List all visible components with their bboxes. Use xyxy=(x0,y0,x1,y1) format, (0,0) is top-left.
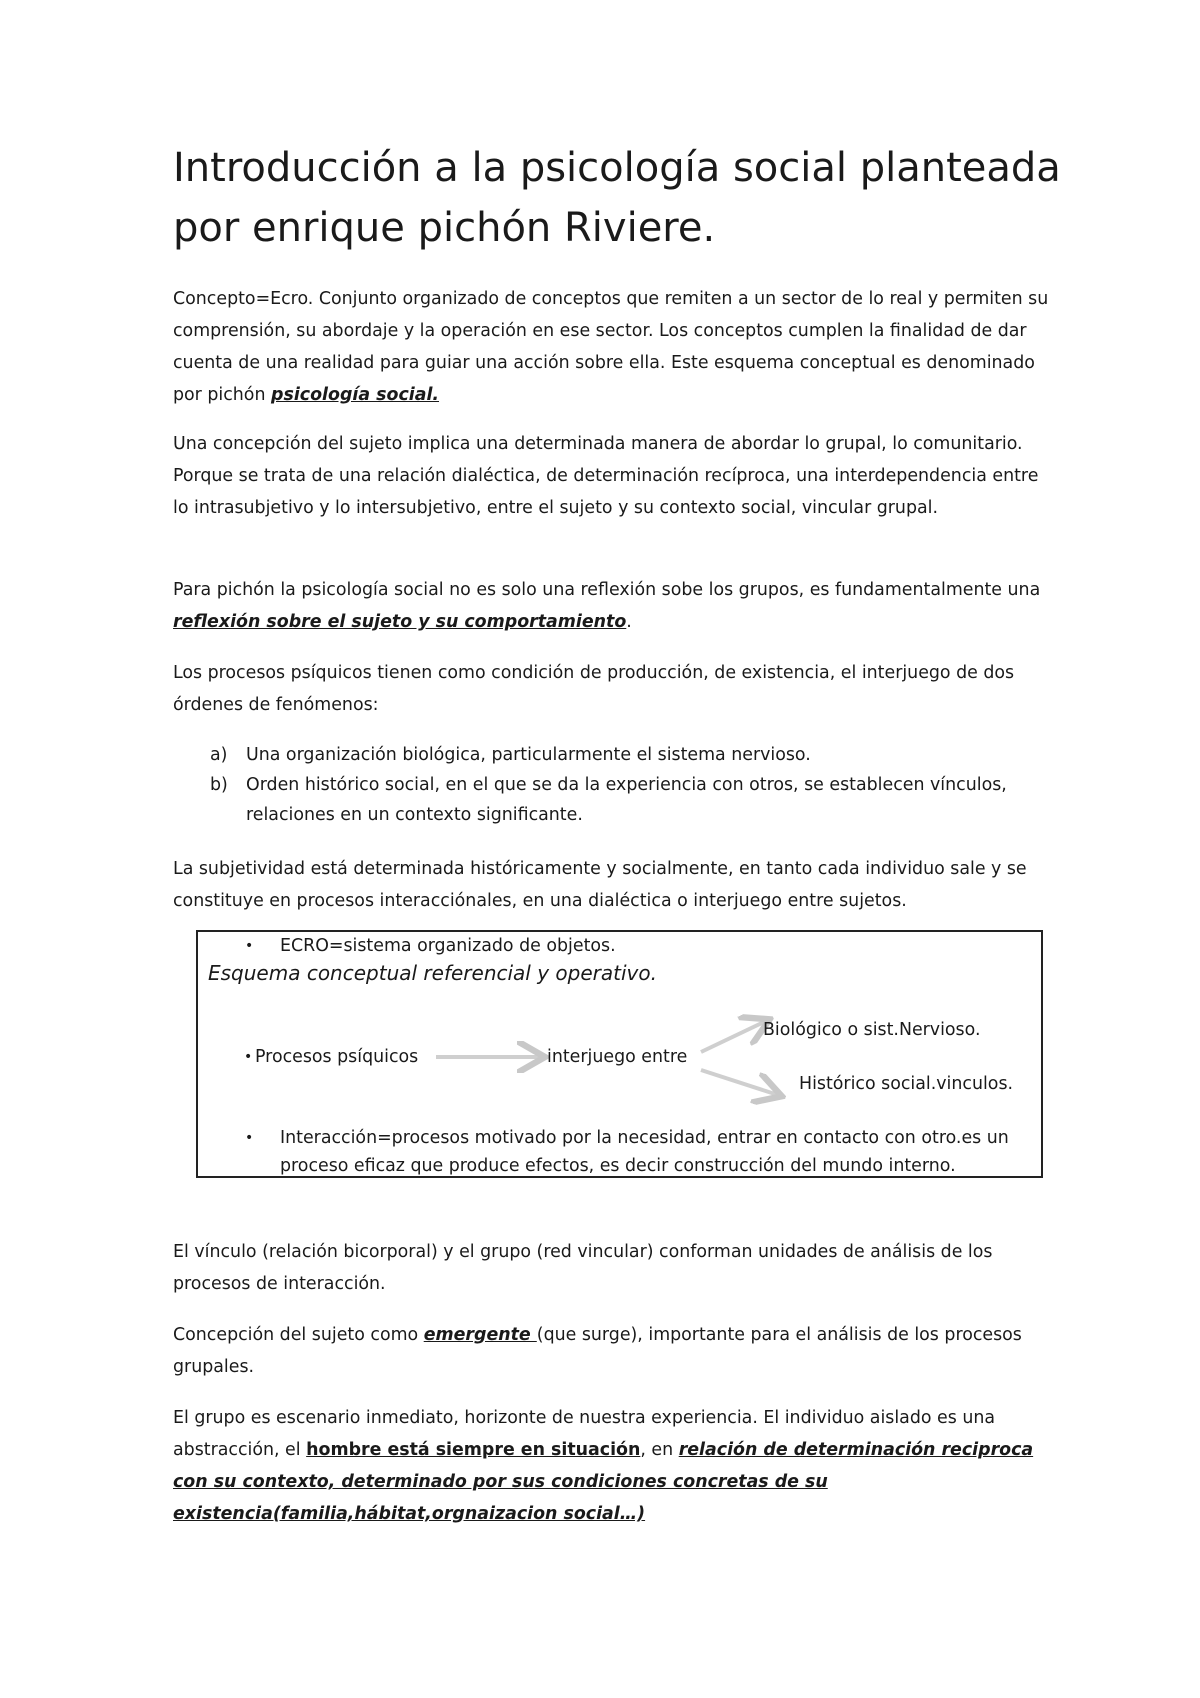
paragraph-emergente xyxy=(173,1319,1053,1383)
bullet-glyph: • xyxy=(244,1049,253,1065)
paragraph-text: Para pichón la psicología social no es solo una reflexión sobe los grupos, es fundamentalmente una xyxy=(173,580,1041,600)
box-subtitle: Esquema conceptual referencial y operativo. xyxy=(208,961,657,985)
paragraph-text: Concepción del sujeto como xyxy=(173,1325,424,1345)
paragraph-concepto xyxy=(173,283,1053,411)
list-item-text: Orden histórico social, en el que se da la experiencia con otros, se establecen vínculos, relaciones en un contexto significante. xyxy=(246,775,1007,825)
ecro-box xyxy=(196,930,1043,1178)
box-interjuego: interjuego entre xyxy=(547,1047,688,1067)
list-item-text: Una organización biológica, particularmente el sistema nervioso. xyxy=(246,745,811,765)
emphasis-emergente: emergente xyxy=(423,1325,537,1345)
paragraph-para-pichon xyxy=(173,574,1053,638)
box-procesos: Procesos psíquicos xyxy=(255,1047,419,1067)
bullet-glyph: • xyxy=(245,938,254,954)
arrow-biologico xyxy=(701,1021,766,1052)
box-bullet-ecro: ECRO=sistema organizado de objetos. xyxy=(280,936,616,956)
box-biologico: Biológico o sist.Nervioso. xyxy=(763,1020,981,1040)
paragraph-end: (que surge), importante para el análisis de los procesos grupales. xyxy=(173,1325,1022,1377)
list-marker: b) xyxy=(210,775,228,795)
paragraph-concepcion-sujeto: Una concepción del sujeto implica una determinada manera de abordar lo grupal, lo comunitario. Porque se trata de una relación dialéctica, de determinación recíproca, una interdependencia entre lo intrasubjetivo y lo intersubjetivo, entre el sujeto y su contexto social, vincular grupal. xyxy=(173,434,1039,518)
paragraph-procesos-psiquicos: Los procesos psíquicos tienen como condición de producción, de existencia, el interjuego de dos órdenes de fenómenos: xyxy=(173,663,1015,715)
paragraph-subjetividad: La subjetividad está determinada históricamente y socialmente, en tanto cada individuo sale y se constituye en procesos interacciónales, en una dialéctica o interjuego entre sujetos. xyxy=(173,859,1027,911)
list-item xyxy=(173,740,1053,770)
box-interaccion-line2: proceso eficaz que produce efectos, es decir construcción del mundo interno. xyxy=(280,1156,956,1176)
emphasis-psicologia-social: psicología social. xyxy=(271,385,440,405)
emphasis-hombre-situacion: hombre está siempre en situación xyxy=(306,1440,641,1460)
document-title: Introducción a la psicología social planteada por enrique pichón Riviere. xyxy=(173,145,1061,251)
phenomena-list xyxy=(173,740,1053,830)
list-marker: a) xyxy=(210,745,228,765)
paragraph-text: Concepto=Ecro. Conjunto organizado de conceptos que remiten a un sector de lo real y permiten su comprensión, su abordaje y la operación en ese sector. Los conceptos cumplen la finalidad de dar cuenta de una realidad para guiar una acción sobre ella. Este esquema conceptual es denominado por pichón xyxy=(173,289,1049,405)
emphasis-relacion-determinacion: relación de determinación reciproca con su contexto, determinado por sus condiciones concretas de su existencia(familia,hábitat,orgnaizacion social…) xyxy=(173,1440,1034,1524)
arrow-historico xyxy=(701,1070,778,1095)
bullet-glyph: • xyxy=(245,1130,254,1146)
emphasis-reflexion: reflexión sobre el sujeto y su comportamiento xyxy=(173,612,627,632)
paragraph-mid: , en xyxy=(640,1440,679,1460)
paragraph-grupo-escenario xyxy=(173,1402,1053,1530)
paragraph-end: . xyxy=(626,612,632,632)
list-item xyxy=(173,770,1053,830)
paragraph-text: El grupo es escenario inmediato, horizonte de nuestra experiencia. El individuo aislado es una abstracción, el xyxy=(173,1408,996,1460)
box-interaccion-line1: Interacción=procesos motivado por la necesidad, entrar en contacto con otro.es un xyxy=(280,1128,1009,1148)
box-historico: Histórico social.vinculos. xyxy=(799,1074,1014,1094)
paragraph-vinculo: El vínculo (relación bicorporal) y el grupo (red vincular) conforman unidades de análisis de los procesos de interacción. xyxy=(173,1242,993,1294)
